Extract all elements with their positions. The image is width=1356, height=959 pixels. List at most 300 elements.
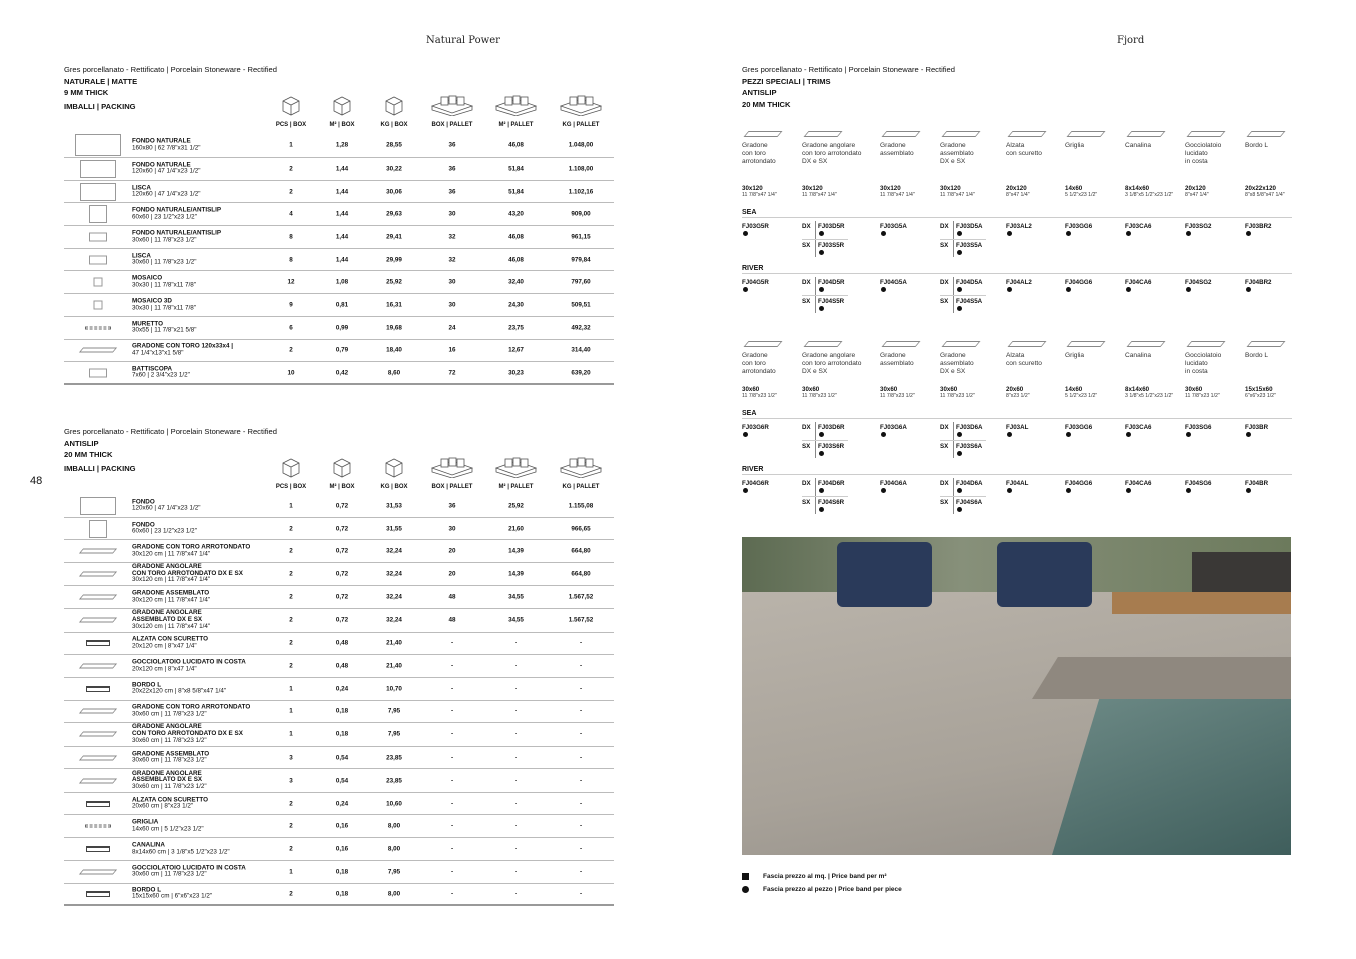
tile-thumbnail — [79, 572, 117, 577]
code-text: FJ04SG2 — [1185, 279, 1212, 286]
cell-value: 0,18 — [335, 868, 349, 876]
price-piece-dot — [743, 432, 748, 437]
cell-value: 1.102,16 — [568, 188, 594, 196]
product-name — [132, 564, 243, 584]
tile-thumbnail — [79, 595, 117, 600]
sx-label: SX — [802, 499, 811, 506]
product-title: GOCCIOLATOIO LUCIDATO IN COSTA — [132, 658, 246, 666]
tile-thumbnail — [94, 278, 103, 287]
cell-value: - — [579, 754, 583, 762]
grid-icon — [1066, 341, 1105, 347]
dx-label: DX — [940, 424, 949, 431]
size-cm: 20x120 — [1006, 185, 1027, 192]
tile-thumbnail — [79, 732, 117, 737]
pallet-icon — [420, 94, 484, 121]
code-text: FJ04D5A — [956, 279, 983, 286]
code-text: FJ04GG6 — [1065, 279, 1093, 286]
product-code — [1245, 223, 1271, 239]
cell-value: 30 — [448, 301, 456, 309]
price-piece-dot — [819, 231, 824, 236]
packing-label: IMBALLI | PACKING — [64, 463, 136, 473]
cell-value: - — [579, 707, 583, 715]
product-name — [132, 185, 200, 198]
sx-label: SX — [940, 499, 949, 506]
code-text: FJ03S5R — [818, 242, 845, 249]
product-dimensions: 30x60 cm | 11 7/8"x23 1/2" — [132, 710, 207, 718]
product-name — [132, 887, 212, 900]
cell-value: 46,08 — [508, 256, 524, 264]
code-text: FJ04G6R — [742, 480, 769, 487]
product-code-sx — [956, 499, 982, 515]
sx-label: SX — [802, 298, 811, 305]
product-dimensions: 8x14x60 cm | 3 1/8"x5 1/2"x23 1/2" — [132, 847, 230, 855]
cell-value: 1.567,52 — [568, 593, 594, 601]
code-text: FJ03D5R — [818, 223, 845, 230]
cell-value: 2 — [289, 639, 293, 647]
cell-value: 34,55 — [508, 593, 524, 601]
product-code — [1065, 279, 1092, 295]
price-piece-dot — [1126, 287, 1131, 292]
product-name — [132, 298, 196, 311]
table-row — [64, 701, 614, 724]
column-header: M² | BOX — [329, 484, 355, 490]
trim-size — [880, 386, 915, 400]
cell-value: 12,67 — [508, 346, 524, 354]
tile-thumbnail — [79, 618, 117, 623]
trim-label: Alzata con scuretto — [1006, 142, 1042, 158]
code-text: FJ03CA6 — [1125, 424, 1152, 431]
price-piece-dot — [1246, 488, 1251, 493]
product-dimensions: 30x120 cm | 11 7/8"x47 1/4" — [132, 576, 211, 584]
product-dimensions: 15x15x60 cm | 6"x6"x23 1/2" — [132, 892, 213, 900]
table-row — [64, 655, 614, 678]
trims-group-60 — [742, 338, 1292, 513]
size-cm: 8x14x60 — [1125, 386, 1150, 393]
size-inch: 5 1/2"x23 1/2" — [1065, 393, 1098, 399]
price-piece-dot — [957, 231, 962, 236]
cell-value: 1 — [289, 868, 293, 876]
step-icon — [1126, 341, 1165, 347]
cell-value: - — [579, 800, 583, 808]
cell-value: 8 — [289, 233, 293, 241]
price-piece-dot — [1066, 488, 1071, 493]
price-piece-dot — [1007, 432, 1012, 437]
cell-value: 8,60 — [387, 369, 401, 377]
table-row — [64, 861, 614, 884]
cell-value: 30,23 — [508, 369, 524, 377]
cell-value: 0,48 — [335, 639, 349, 647]
price-piece-dot — [1246, 432, 1251, 437]
product-code — [818, 279, 844, 295]
size-cm: 20x120 — [1185, 185, 1206, 192]
cell-value: 314,40 — [571, 346, 591, 354]
product-name — [132, 865, 246, 878]
code-text: FJ04S6A — [956, 499, 983, 506]
price-piece-dot — [1126, 432, 1131, 437]
trim-size — [1065, 185, 1097, 199]
code-text: FJ03D6R — [818, 424, 845, 431]
trim-column — [1065, 142, 1125, 150]
product-name — [132, 276, 196, 289]
product-dimensions: 120x60 | 47 1/4"x23 1/2" — [132, 190, 201, 198]
cell-value: - — [514, 777, 518, 785]
size-inch: 11 7/8"x23 1/2" — [742, 393, 777, 399]
cell-value: 2 — [289, 346, 293, 354]
product-code — [742, 424, 769, 440]
product-code — [1185, 424, 1211, 440]
cell-value: 0,18 — [335, 707, 349, 715]
cell-value: 1 — [289, 707, 293, 715]
trim-label: Gradone angolare con toro arrotondato DX e SX — [802, 142, 862, 166]
product-dimensions: 30x60 | 11 7/8"x23 1/2" — [132, 235, 197, 243]
cell-value: 29,63 — [386, 210, 402, 218]
product-code — [880, 223, 907, 239]
cell-value: 2 — [289, 188, 293, 196]
product-code — [1006, 223, 1032, 239]
cell-value: 664,80 — [571, 570, 591, 578]
size-cm: 30x60 — [880, 386, 898, 393]
intro-text: Gres porcellanato - Rettificato | Porcelain Stoneware - Rectified — [64, 427, 278, 436]
cell-value: 48 — [448, 616, 456, 624]
cell-value: - — [450, 822, 454, 830]
price-piece-dot — [881, 287, 886, 292]
cell-value: 2 — [289, 616, 293, 624]
product-title: GRADONE ASSEMBLATO — [132, 749, 210, 757]
cell-value: 18,40 — [386, 346, 402, 354]
product-code-sx — [818, 443, 844, 459]
trim-size — [940, 185, 975, 199]
table-row — [64, 678, 614, 701]
cell-value: 1.108,00 — [568, 165, 594, 173]
code-text: FJ04BR — [1245, 480, 1269, 487]
product-dimensions: 30x60 cm | 11 7/8"x23 1/2" — [132, 736, 207, 744]
cell-value: 2 — [289, 890, 293, 898]
table-row — [64, 495, 614, 518]
cell-value: 3 — [289, 754, 293, 762]
price-piece-dot — [1246, 231, 1251, 236]
product-dimensions: 120x60 | 47 1/4"x23 1/2" — [132, 167, 201, 175]
cell-value: 51,84 — [508, 188, 524, 196]
product-name — [132, 522, 197, 535]
pallet-icon — [420, 456, 484, 483]
tile-thumbnail — [89, 520, 107, 538]
tile-thumbnail — [89, 255, 107, 264]
cell-value: 48 — [448, 593, 456, 601]
product-code — [1065, 223, 1092, 239]
divider — [802, 440, 848, 441]
step-icon — [803, 341, 842, 347]
product-name — [132, 797, 208, 810]
product-name — [132, 771, 207, 791]
price-piece-dot — [957, 507, 962, 512]
cell-value: 24 — [448, 324, 456, 332]
code-text: FJ04CA6 — [1125, 480, 1152, 487]
table-row — [64, 586, 614, 609]
trim-label: Gradone assemblato — [880, 142, 914, 158]
trim-column — [802, 142, 862, 167]
cell-value: 2 — [289, 525, 293, 533]
price-piece-dot — [881, 432, 886, 437]
size-inch: 11 7/8"x47 1/4" — [940, 192, 975, 198]
column-header: KG | BOX — [380, 122, 408, 128]
dx-label: DX — [802, 480, 811, 487]
step-icon — [1126, 131, 1165, 137]
trim-size — [1125, 185, 1173, 199]
table-row — [64, 793, 614, 816]
table-body — [64, 495, 614, 906]
cell-value: 23,85 — [386, 754, 402, 762]
column-header: M² | PALLET — [498, 122, 534, 128]
product-dimensions: 60x60 | 23 1/2"x23 1/2" — [132, 213, 197, 221]
cell-value: 1,28 — [335, 141, 349, 149]
step-icon — [803, 131, 842, 137]
product-code-sx — [818, 499, 844, 515]
size-cm: 30x120 — [742, 185, 763, 192]
code-text: FJ04SG6 — [1185, 480, 1212, 487]
dx-label: DX — [802, 424, 811, 431]
code-text: FJ04D6A — [956, 480, 983, 487]
trim-label: Gradone con toro arrotondato — [742, 142, 776, 166]
column-header: KG | BOX — [380, 484, 408, 490]
trim-column — [1185, 352, 1245, 377]
product-name — [132, 253, 196, 266]
cell-value: 12 — [287, 278, 295, 286]
product-title: GRADONE ANGOLARE ASSEMBLATO DX E SX — [132, 609, 203, 624]
product-code — [1185, 480, 1211, 496]
trim-label: Gocciolatoio lucidato in costa — [1185, 352, 1222, 376]
table-row — [64, 518, 614, 541]
column-header: M² | PALLET — [498, 484, 534, 490]
cell-value: 909,00 — [571, 210, 591, 218]
cell-value: 1.155,08 — [568, 502, 594, 510]
product-name — [132, 751, 209, 764]
product-dimensions: 160x80 | 62 7/8"x31 1/2" — [132, 144, 201, 151]
product-code — [1006, 424, 1028, 440]
product-title: FONDO NATURALE — [132, 161, 191, 169]
cell-value: 979,84 — [571, 256, 591, 264]
sx-label: SX — [940, 443, 949, 450]
cell-value: 30 — [448, 278, 456, 286]
cell-value: - — [514, 685, 518, 693]
cell-value: 32,40 — [508, 278, 524, 286]
color-heading-river: RIVER — [742, 466, 1292, 475]
cell-value: 0,72 — [335, 616, 349, 624]
cell-value: 2 — [289, 845, 293, 853]
table-row — [64, 226, 614, 249]
price-piece-dot — [957, 287, 962, 292]
trim-column — [802, 352, 862, 377]
dx-label: DX — [802, 279, 811, 286]
product-dimensions: 14x60 cm | 5 1/2"x23 1/2" — [132, 825, 204, 833]
cell-value: - — [450, 800, 454, 808]
size-cm: 30x60 — [802, 386, 820, 393]
table-row — [64, 769, 614, 792]
product-name — [132, 705, 250, 718]
cell-value: 8,00 — [387, 822, 401, 830]
product-title: GRIGLIA — [132, 818, 159, 826]
product-dimensions: 120x60 | 47 1/4"x23 1/2" — [132, 504, 201, 512]
cell-value: 30 — [448, 525, 456, 533]
cell-value: 664,80 — [571, 547, 591, 555]
product-code — [956, 480, 982, 496]
cell-value: - — [450, 754, 454, 762]
cell-value: 30,06 — [386, 188, 402, 196]
cell-value: 2 — [289, 165, 293, 173]
price-piece-dot — [819, 432, 824, 437]
product-title: LISCA — [132, 183, 151, 191]
cell-value: 1,44 — [335, 210, 349, 218]
cell-value: 2 — [289, 593, 293, 601]
dx-label: DX — [802, 223, 811, 230]
cell-value: 1,44 — [335, 165, 349, 173]
cell-value: 1.048,00 — [568, 141, 594, 149]
product-code — [742, 223, 769, 239]
trim-size — [1185, 185, 1209, 199]
tile-thumbnail — [89, 205, 107, 223]
product-code — [818, 424, 844, 440]
product-title: GRADONE ANGOLARE ASSEMBLATO DX E SX — [132, 769, 203, 784]
cell-value: 966,65 — [571, 525, 591, 533]
price-piece-dot — [957, 432, 962, 437]
code-text: FJ03S5A — [956, 242, 983, 249]
packing-table-antislip — [64, 426, 614, 900]
divider — [802, 239, 848, 240]
product-dimensions: 7x60 | 2 3/4"x23 1/2" — [132, 371, 190, 379]
code-text: FJ04G5R — [742, 279, 769, 286]
trim-size — [1065, 386, 1097, 400]
size-inch: 11 7/8"x23 1/2" — [1185, 393, 1220, 399]
table-row — [64, 747, 614, 770]
size-cm: 30x120 — [802, 185, 823, 192]
product-title: MOSAICO — [132, 274, 163, 282]
cell-value: - — [579, 639, 583, 647]
size-cm: 8x14x60 — [1125, 185, 1150, 192]
size-inch: 8"x8 5/8"x47 1/4" — [1245, 192, 1285, 198]
trim-column — [1006, 352, 1066, 368]
product-name — [132, 321, 196, 334]
table-row — [64, 203, 614, 226]
size-cm: 30x60 — [742, 386, 760, 393]
tile-thumbnail — [75, 134, 121, 156]
trim-label: Gradone assemblato DX e SX — [940, 352, 974, 376]
size-cm: 20x60 — [1006, 386, 1024, 393]
intro-text: Gres porcellanato - Rettificato | Porcelain Stoneware - Rectified — [742, 65, 956, 74]
cell-value: 10,60 — [386, 800, 402, 808]
cell-value: - — [514, 890, 518, 898]
product-dimensions: 47 1/4"x13"x1 5/8" — [132, 349, 184, 357]
code-text: FJ04D5R — [818, 279, 845, 286]
product-name — [132, 230, 221, 243]
product-dimensions: 20x120 cm | 8"x47 1/4" — [132, 642, 197, 650]
code-text: FJ03BR — [1245, 424, 1269, 431]
product-dimensions: 30x30 | 11 7/8"x11 7/8" — [132, 303, 196, 311]
tile-thumbnail — [80, 497, 116, 515]
cell-value: 4 — [289, 210, 293, 218]
price-piece-dot — [957, 306, 962, 311]
cell-value: 1,44 — [335, 188, 349, 196]
code-text: FJ03S6R — [818, 443, 845, 450]
code-text: FJ03AL — [1006, 424, 1029, 431]
code-text: FJ03AL2 — [1006, 223, 1032, 230]
color-heading-sea: SEA — [742, 410, 1292, 419]
code-text: FJ04BR2 — [1245, 279, 1272, 286]
cell-value: 0,72 — [335, 502, 349, 510]
cell-value: - — [579, 685, 583, 693]
product-code — [1006, 279, 1032, 295]
price-piece-dot — [957, 451, 962, 456]
code-text: FJ03GG6 — [1065, 424, 1093, 431]
sx-label: SX — [940, 242, 949, 249]
cell-value: 2 — [289, 662, 293, 670]
trim-column — [940, 352, 1000, 377]
price-piece-dot — [1066, 231, 1071, 236]
trim-size — [1006, 185, 1030, 199]
cell-value: 21,60 — [508, 525, 524, 533]
trim-size — [1006, 386, 1030, 400]
product-code — [1185, 279, 1211, 295]
thickness: 20 MM THICK — [742, 99, 791, 109]
cell-value: 20 — [448, 547, 456, 555]
cell-value: 28,55 — [386, 141, 402, 149]
price-piece-dot — [743, 488, 748, 493]
price-piece-dot — [1066, 287, 1071, 292]
cell-value: - — [514, 707, 518, 715]
cell-value: - — [514, 639, 518, 647]
cell-value: 46,08 — [508, 141, 524, 149]
cell-value: - — [514, 730, 518, 738]
product-dimensions: 60x60 | 23 1/2"x23 1/2" — [132, 527, 197, 535]
table-body — [64, 133, 614, 385]
divider — [802, 496, 848, 497]
cell-value: - — [514, 868, 518, 876]
price-piece-dot — [1186, 432, 1191, 437]
terrace-pool-photo — [742, 537, 1291, 855]
product-name — [132, 162, 200, 175]
product-title: FONDO NATURALE/ANTISLIP — [132, 229, 222, 237]
divider — [802, 295, 848, 296]
code-text: FJ04GG6 — [1065, 480, 1093, 487]
cell-value: 0,72 — [335, 547, 349, 555]
cell-value: 6 — [289, 324, 293, 332]
cell-value: - — [514, 845, 518, 853]
cell-value: 8 — [289, 256, 293, 264]
trim-size — [742, 185, 777, 199]
cell-value: 2 — [289, 800, 293, 808]
product-title: FONDO — [132, 498, 155, 506]
cell-value: 509,51 — [571, 301, 591, 309]
product-title: GRADONE CON TORO 120x33x4 | — [132, 342, 234, 350]
pallet-icon — [484, 94, 548, 121]
divider — [940, 239, 986, 240]
product-code — [1125, 223, 1151, 239]
size-inch: 8"x47 1/4" — [1185, 192, 1209, 198]
cell-value: - — [579, 662, 583, 670]
cell-value: 0,99 — [335, 324, 349, 332]
table-row — [64, 884, 614, 907]
finish: ANTISLIP — [742, 88, 777, 97]
running-title-right: Fjord — [1117, 35, 1145, 46]
divider — [940, 295, 986, 296]
code-text: FJ03D5A — [956, 223, 983, 230]
trim-column — [880, 142, 940, 158]
size-inch: 11 7/8"x23 1/2" — [940, 393, 975, 399]
tile-thumbnail — [79, 755, 117, 760]
product-dimensions: 20x120 cm | 8"x47 1/4" — [132, 665, 197, 673]
running-title-left: Natural Power — [426, 35, 500, 46]
product-name — [132, 637, 208, 650]
cell-value: 14,39 — [508, 547, 524, 555]
cell-value: 1.567,52 — [568, 616, 594, 624]
